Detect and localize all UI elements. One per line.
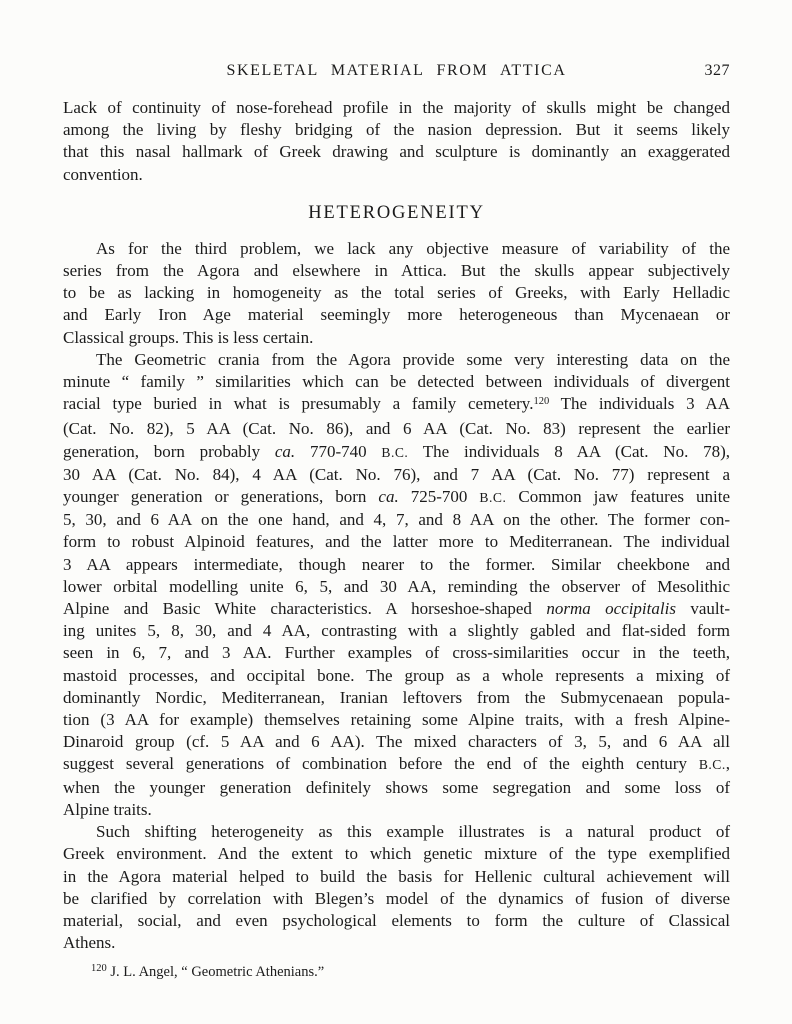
text-segment: minute “ family ” similarities which can be detected between individuals of divergent [63, 372, 730, 392]
text-segment: ca. [274, 441, 296, 461]
text-line [63, 441, 730, 464]
text-line [63, 866, 730, 888]
text-segment: racial type buried in what is presumably a family cemetery. [63, 394, 534, 414]
text-line [63, 393, 730, 418]
text-segment: norma occipitalis [546, 599, 676, 619]
text-line [63, 777, 730, 799]
text-segment: lower orbital modelling unite 6, 5, and 30 AA, reminding the observer of Mesolithic [63, 576, 730, 596]
text-segment: suggest several generations of combination before the end of the eighth century [63, 754, 699, 774]
text-segment: dominantly Nordic, Mediterranean, Iranian leftovers from the Submycenaean popula- [63, 687, 730, 707]
text-line [63, 97, 730, 119]
text-line [63, 753, 730, 776]
text-line [63, 349, 730, 371]
text-segment: be clarified by correlation with Blegen’s model of the dynamics of fusion of diverse [63, 888, 730, 908]
paragraph [63, 821, 730, 954]
text-line [63, 464, 730, 486]
text-segment: ca. [378, 487, 399, 507]
text-segment: when the younger generation definitely shows some segregation and some loss of [63, 777, 730, 797]
text-line [63, 709, 730, 731]
text-segment: that this nasal hallmark of Greek drawing and sculpture is dominantly an exaggerated [63, 142, 730, 162]
text-line [63, 260, 730, 282]
text-line [63, 687, 730, 709]
text-segment: material, social, and even psychological elements to form the culture of Classical [63, 910, 730, 930]
text-segment: B.C. [698, 757, 726, 773]
text-segment: Classical groups. This is less certain. [63, 327, 314, 347]
text-segment: younger generation or generations, born [63, 487, 379, 507]
body-text [63, 97, 730, 984]
text-line [63, 304, 730, 326]
text-line [63, 910, 730, 932]
text-line [63, 799, 730, 821]
footnote-reference: 120 [533, 396, 550, 408]
text-segment: Dinaroid group (cf. 5 AA and 6 AA). The mixed characters of 3, 5, and 6 AA all [63, 732, 730, 752]
footnote-reference: 120 [91, 963, 107, 975]
text-segment: generation, born probably [63, 441, 275, 461]
text-line [63, 821, 730, 843]
footnote [63, 962, 730, 984]
text-segment: As for the third problem, we lack any objective measure of variability of the [96, 238, 730, 258]
text-line [63, 141, 730, 163]
text-line [63, 509, 730, 531]
text-line [63, 888, 730, 910]
text-segment: mastoid processes, and occipital bone. The group as a whole represents a mixing of [63, 665, 730, 685]
text-line [63, 282, 730, 304]
paragraph [63, 349, 730, 821]
text-line [63, 119, 730, 141]
text-segment: Alpine traits. [63, 799, 152, 819]
text-line [63, 576, 730, 598]
text-segment: (Cat. No. 82), 5 AA (Cat. No. 86), and 6 AA (Cat. No. 83) represent the earlier [63, 419, 730, 439]
page-number: 327 [704, 62, 730, 79]
running-head [63, 62, 730, 82]
text-segment: 3 AA appears intermediate, though nearer to the former. Similar cheekbone and [63, 554, 730, 574]
text-line [63, 418, 730, 440]
text-segment: and Early Iron Age material seemingly more heterogeneous than Mycenaean or [63, 305, 730, 325]
text-segment: Athens. [63, 933, 116, 953]
text-line [63, 665, 730, 687]
text-segment: B.C. [381, 444, 409, 460]
text-segment: B.C. [479, 490, 507, 506]
running-head-title: SKELETAL MATERIAL FROM ATTICA [226, 62, 567, 79]
text-line [63, 731, 730, 753]
text-segment: Greek environment. And the extent to which genetic mixture of the type exemplified [63, 844, 730, 864]
text-line [63, 238, 730, 260]
text-segment: ing unites 5, 8, 30, and 4 AA, contrasting with a slightly gabled and flat-sided form [63, 621, 730, 641]
text-line [63, 843, 730, 865]
text-segment: among the living by fleshy bridging of the nasion depression. But it seems likely [63, 120, 730, 140]
text-segment: 30 AA (Cat. No. 84), 4 AA (Cat. No. 76), and 7 AA (Cat. No. 77) represent a [63, 464, 730, 484]
text-segment: 770-740 [295, 441, 382, 461]
text-column [63, 0, 730, 984]
paragraph [63, 97, 730, 186]
text-segment: to be as lacking in homogeneity as the total series of Greeks, with Early Helladic [63, 283, 730, 303]
text-line [63, 531, 730, 553]
text-segment: seen in 6, 7, and 3 AA. Further examples of cross-similarities occur in the teeth, [63, 643, 730, 663]
text-segment: form to robust Alpinoid features, and the latter more to Mediterranean. The individual [63, 532, 730, 552]
text-segment: The Geometric crania from the Agora provide some very interesting data on the [96, 349, 730, 369]
text-segment: Alpine and Basic White characteristics. A horseshoe-shaped [63, 599, 547, 619]
text-segment: in the Agora material helped to build the basis for Hellenic cultural achievement will [63, 866, 730, 886]
text-segment: The individuals 3 AA [549, 394, 730, 414]
text-line [63, 620, 730, 642]
text-line [63, 932, 730, 954]
text-line [63, 486, 730, 509]
text-segment: 5, 30, and 6 AA on the one hand, and 4, 7, and 8 AA on the other. The former con- [63, 510, 730, 530]
text-segment: vault- [675, 599, 731, 619]
section-heading: HETEROGENEITY [308, 202, 485, 223]
paragraph [63, 238, 730, 349]
text-line [63, 554, 730, 576]
text-segment: tion (3 AA for example) themselves retaining some Alpine traits, with a fresh Alpine- [63, 710, 730, 730]
text-segment: Such shifting heterogeneity as this example illustrates is a natural product of [96, 822, 730, 842]
text-segment: Lack of continuity of nose-forehead profile in the majority of skulls might be changed [63, 98, 730, 117]
text-segment: convention. [63, 164, 143, 184]
text-segment: The individuals 8 AA (Cat. No. 78), [408, 441, 730, 461]
text-line [63, 371, 730, 393]
text-segment: 725-700 [398, 487, 480, 507]
text-segment: series from the Agora and elsewhere in Attica. But the skulls appear subjectively [63, 261, 730, 281]
text-line [63, 164, 730, 186]
text-line [63, 598, 730, 620]
text-line [63, 327, 730, 349]
text-segment: , [725, 754, 730, 774]
text-line [63, 642, 730, 664]
text-segment: J. L. Angel, “ Geometric Athenians.” [106, 964, 325, 981]
text-segment: Common jaw features unite [506, 487, 730, 507]
